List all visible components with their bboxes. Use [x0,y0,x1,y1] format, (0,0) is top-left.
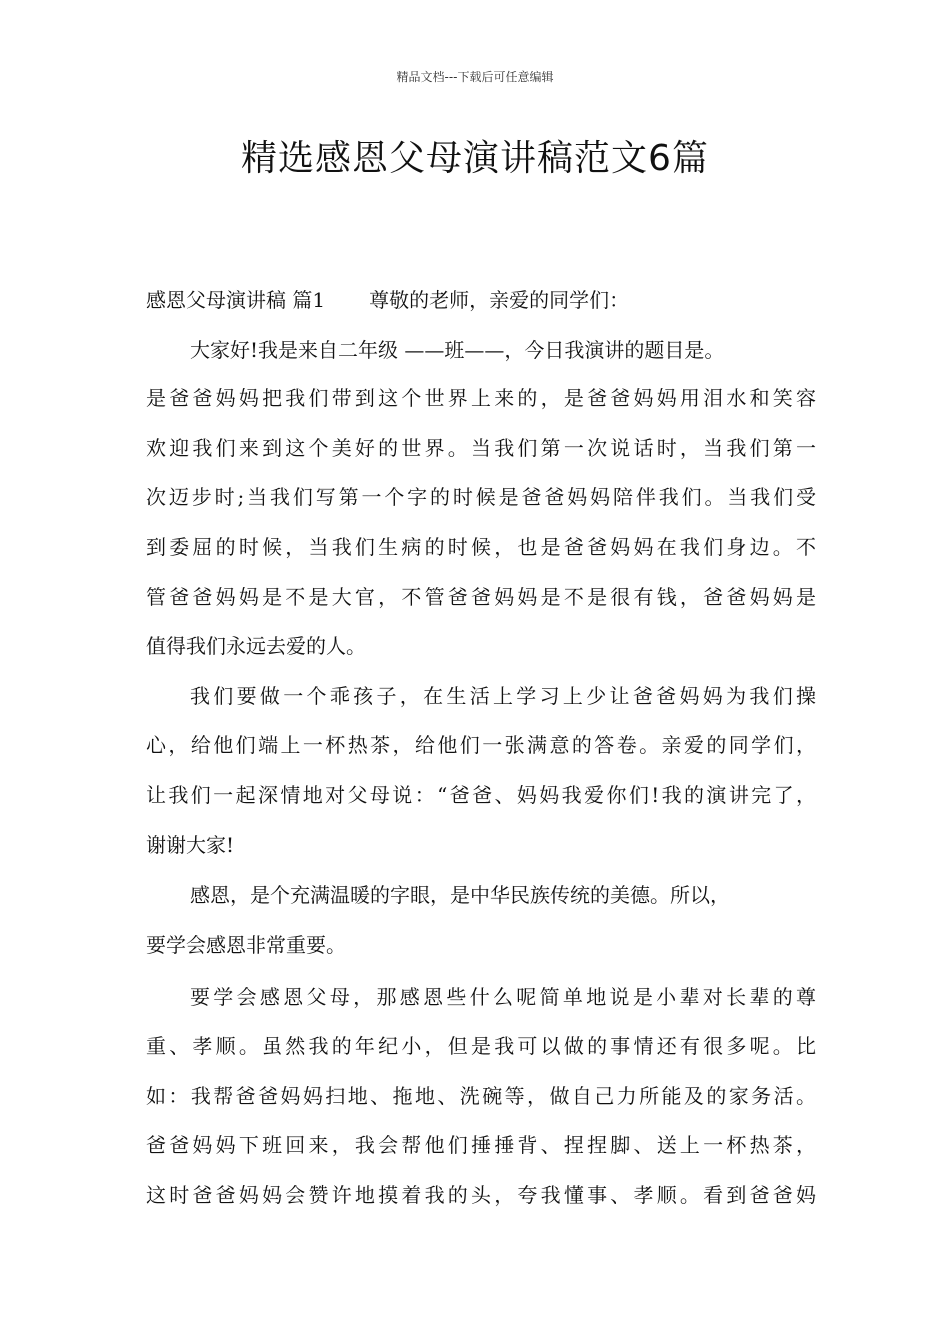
paragraph-line: 欢迎我们来到这个美好的世界。当我们第一次说话时，当我们第一 [146,436,816,460]
paragraph-line: 要学会感恩非常重要。 [146,933,346,957]
paragraph-line: 谢谢大家! [146,833,235,857]
paragraph-line: 我们要做一个乖孩子，在生活上学习上少让爸爸妈妈为我们操 [190,684,816,708]
document-title: 精选感恩父母演讲稿范文6篇 [241,138,709,179]
paragraph-line: 要学会感恩父母，那感恩些什么呢简单地说是小辈对长辈的尊 [190,985,816,1009]
paragraph-line: 让我们一起深情地对父母说：“爸爸、妈妈我爱你们!我的演讲完了， [146,783,816,807]
paragraph-line: 管爸爸妈妈是不是大官，不管爸爸妈妈是不是很有钱，爸爸妈妈是 [146,585,816,609]
section-label: 感恩父母演讲稿 篇1 [146,288,326,312]
salutation: 尊敬的老师，亲爱的同学们： [369,288,630,312]
paragraph-line: 感恩，是个充满温暖的字眼，是中华民族传统的美德。所以， [190,883,730,907]
paragraph-line: 这时爸爸妈妈会赞许地摸着我的头，夸我懂事、孝顺。看到爸爸妈 [146,1183,816,1207]
paragraph-line: 大家好!我是来自二年级 ——班——，今日我演讲的题目是。 [190,338,725,362]
header-note: 精品文档---下载后可任意编辑 [396,70,554,84]
paragraph-line: 爸爸妈妈下班回来，我会帮他们捶捶背、捏捏脚、送上一杯热茶， [146,1133,816,1157]
paragraph-line: 值得我们永远去爱的人。 [146,634,366,658]
paragraph-line: 到委屈的时候，当我们生病的时候，也是爸爸妈妈在我们身边。不 [146,535,816,559]
paragraph-line: 重、孝顺。虽然我的年纪小，但是我可以做的事情还有很多呢。比 [146,1034,816,1058]
paragraph-line: 是爸爸妈妈把我们带到这个世界上来的，是爸爸妈妈用泪水和笑容 [146,386,816,410]
paragraph-line: 如：我帮爸爸妈妈扫地、拖地、洗碗等，做自己力所能及的家务活。 [146,1084,816,1108]
paragraph-line: 心，给他们端上一杯热茶，给他们一张满意的答卷。亲爱的同学们， [146,733,816,757]
section-heading [146,288,816,312]
paragraph-line: 次迈步时;当我们写第一个字的时候是爸爸妈妈陪伴我们。当我们受 [146,485,816,509]
